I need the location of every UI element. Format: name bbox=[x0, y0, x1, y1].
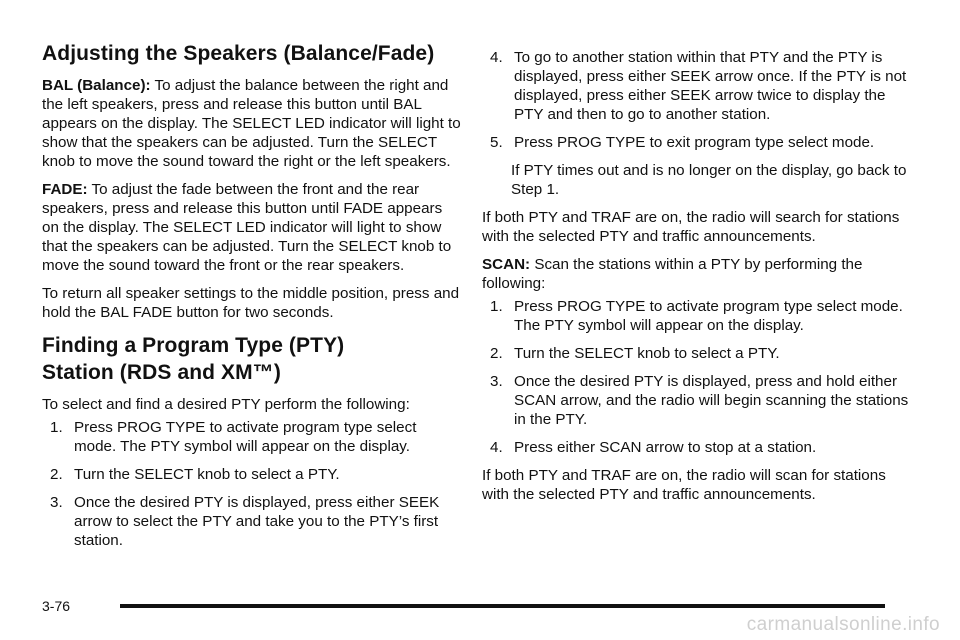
step-text: Press PROG TYPE to activate program type select mode. The PTY symbol will appear on the display. bbox=[74, 419, 417, 455]
right-column bbox=[482, 48, 912, 513]
step-text: To go to another station within that PTY and the PTY is displayed, press either SEEK arrow once. If the PTY is not displayed, press either SEEK arrow twice to display the PTY and then to go to another station. bbox=[514, 49, 907, 123]
step-number: 3. bbox=[490, 373, 503, 390]
scan-paragraph bbox=[482, 255, 912, 293]
step-number: 1. bbox=[50, 419, 63, 436]
traf-scan-paragraph: If both PTY and TRAF are on, the radio will scan for stations with the selected PTY and traffic announcements. bbox=[482, 467, 886, 503]
scan-text: Scan the stations within a PTY by performing the following: bbox=[482, 256, 863, 292]
step-text: Turn the SELECT knob to select a PTY. bbox=[74, 466, 340, 483]
step-text: Once the desired PTY is displayed, press and hold either SCAN arrow, and the radio will begin scanning the stations in the PTY. bbox=[514, 373, 909, 428]
step-number: 4. bbox=[490, 49, 503, 66]
step-number: 2. bbox=[50, 466, 63, 483]
footer-rule bbox=[120, 604, 885, 608]
step-text: Press either SCAN arrow to stop at a station. bbox=[514, 439, 817, 456]
list-item bbox=[482, 372, 912, 429]
list-item bbox=[482, 344, 912, 363]
list-item bbox=[482, 438, 912, 457]
list-item bbox=[482, 133, 912, 152]
return-paragraph: To return all speaker settings to the middle position, press and hold the BAL FADE button for two seconds. bbox=[42, 285, 460, 321]
step-number: 4. bbox=[490, 439, 503, 456]
heading-adjusting-speakers: Adjusting the Speakers (Balance/Fade) bbox=[42, 42, 435, 65]
step-text: Turn the SELECT knob to select a PTY. bbox=[514, 345, 780, 362]
watermark: carmanualsonline.info bbox=[746, 614, 940, 635]
list-item bbox=[42, 418, 462, 456]
bal-term: BAL (Balance): bbox=[42, 77, 151, 94]
step-text: Press PROG TYPE to exit program type select mode. bbox=[514, 134, 875, 151]
list-item bbox=[42, 493, 462, 550]
fade-text: To adjust the fade between the front and the rear speakers, press and release this button until FADE appears on the display. The SELECT LED indicator will light to show that the speakers can be adjusted. Turn the SELECT knob to move the sound toward the front or the rear speakers. bbox=[42, 181, 452, 274]
heading-finding-pty bbox=[42, 332, 462, 386]
page-number: 3-76 bbox=[42, 598, 71, 614]
step-number: 5. bbox=[490, 134, 503, 151]
list-item bbox=[482, 48, 912, 124]
fade-term: FADE: bbox=[42, 181, 88, 198]
scan-steps-list bbox=[482, 297, 912, 457]
heading-finding-pty-line2: Station (RDS and XM™) bbox=[42, 361, 281, 384]
step-number: 3. bbox=[50, 494, 63, 511]
step-number: 1. bbox=[490, 298, 503, 315]
pty-intro: To select and find a desired PTY perform the following: bbox=[42, 396, 410, 413]
timeout-note: If PTY times out and is no longer on the display, go back to Step 1. bbox=[511, 162, 907, 198]
left-column bbox=[42, 40, 462, 559]
step-number: 2. bbox=[490, 345, 503, 362]
list-item bbox=[482, 297, 912, 335]
pty-steps-continued-list bbox=[482, 48, 912, 152]
fade-paragraph bbox=[42, 180, 462, 275]
list-item bbox=[42, 465, 462, 484]
scan-term: SCAN: bbox=[482, 256, 531, 273]
pty-steps-list bbox=[42, 418, 462, 550]
traf-seek-paragraph: If both PTY and TRAF are on, the radio will search for stations with the selected PTY and traffic announcements. bbox=[482, 209, 900, 245]
heading-finding-pty-line1: Finding a Program Type (PTY) bbox=[42, 334, 345, 357]
step-text: Once the desired PTY is displayed, press either SEEK arrow to select the PTY and take you to the PTY’s first station. bbox=[74, 494, 440, 549]
bal-paragraph bbox=[42, 76, 462, 171]
bal-text: To adjust the balance between the right and the left speakers, press and release this button until BAL appears on the display. The SELECT LED indicator will light to show that the speakers can be adjusted. Turn the SELECT knob to move the sound toward the right or the left speakers. bbox=[42, 77, 461, 170]
step-text: Press PROG TYPE to activate program type select mode. The PTY symbol will appear on the display. bbox=[514, 298, 903, 334]
